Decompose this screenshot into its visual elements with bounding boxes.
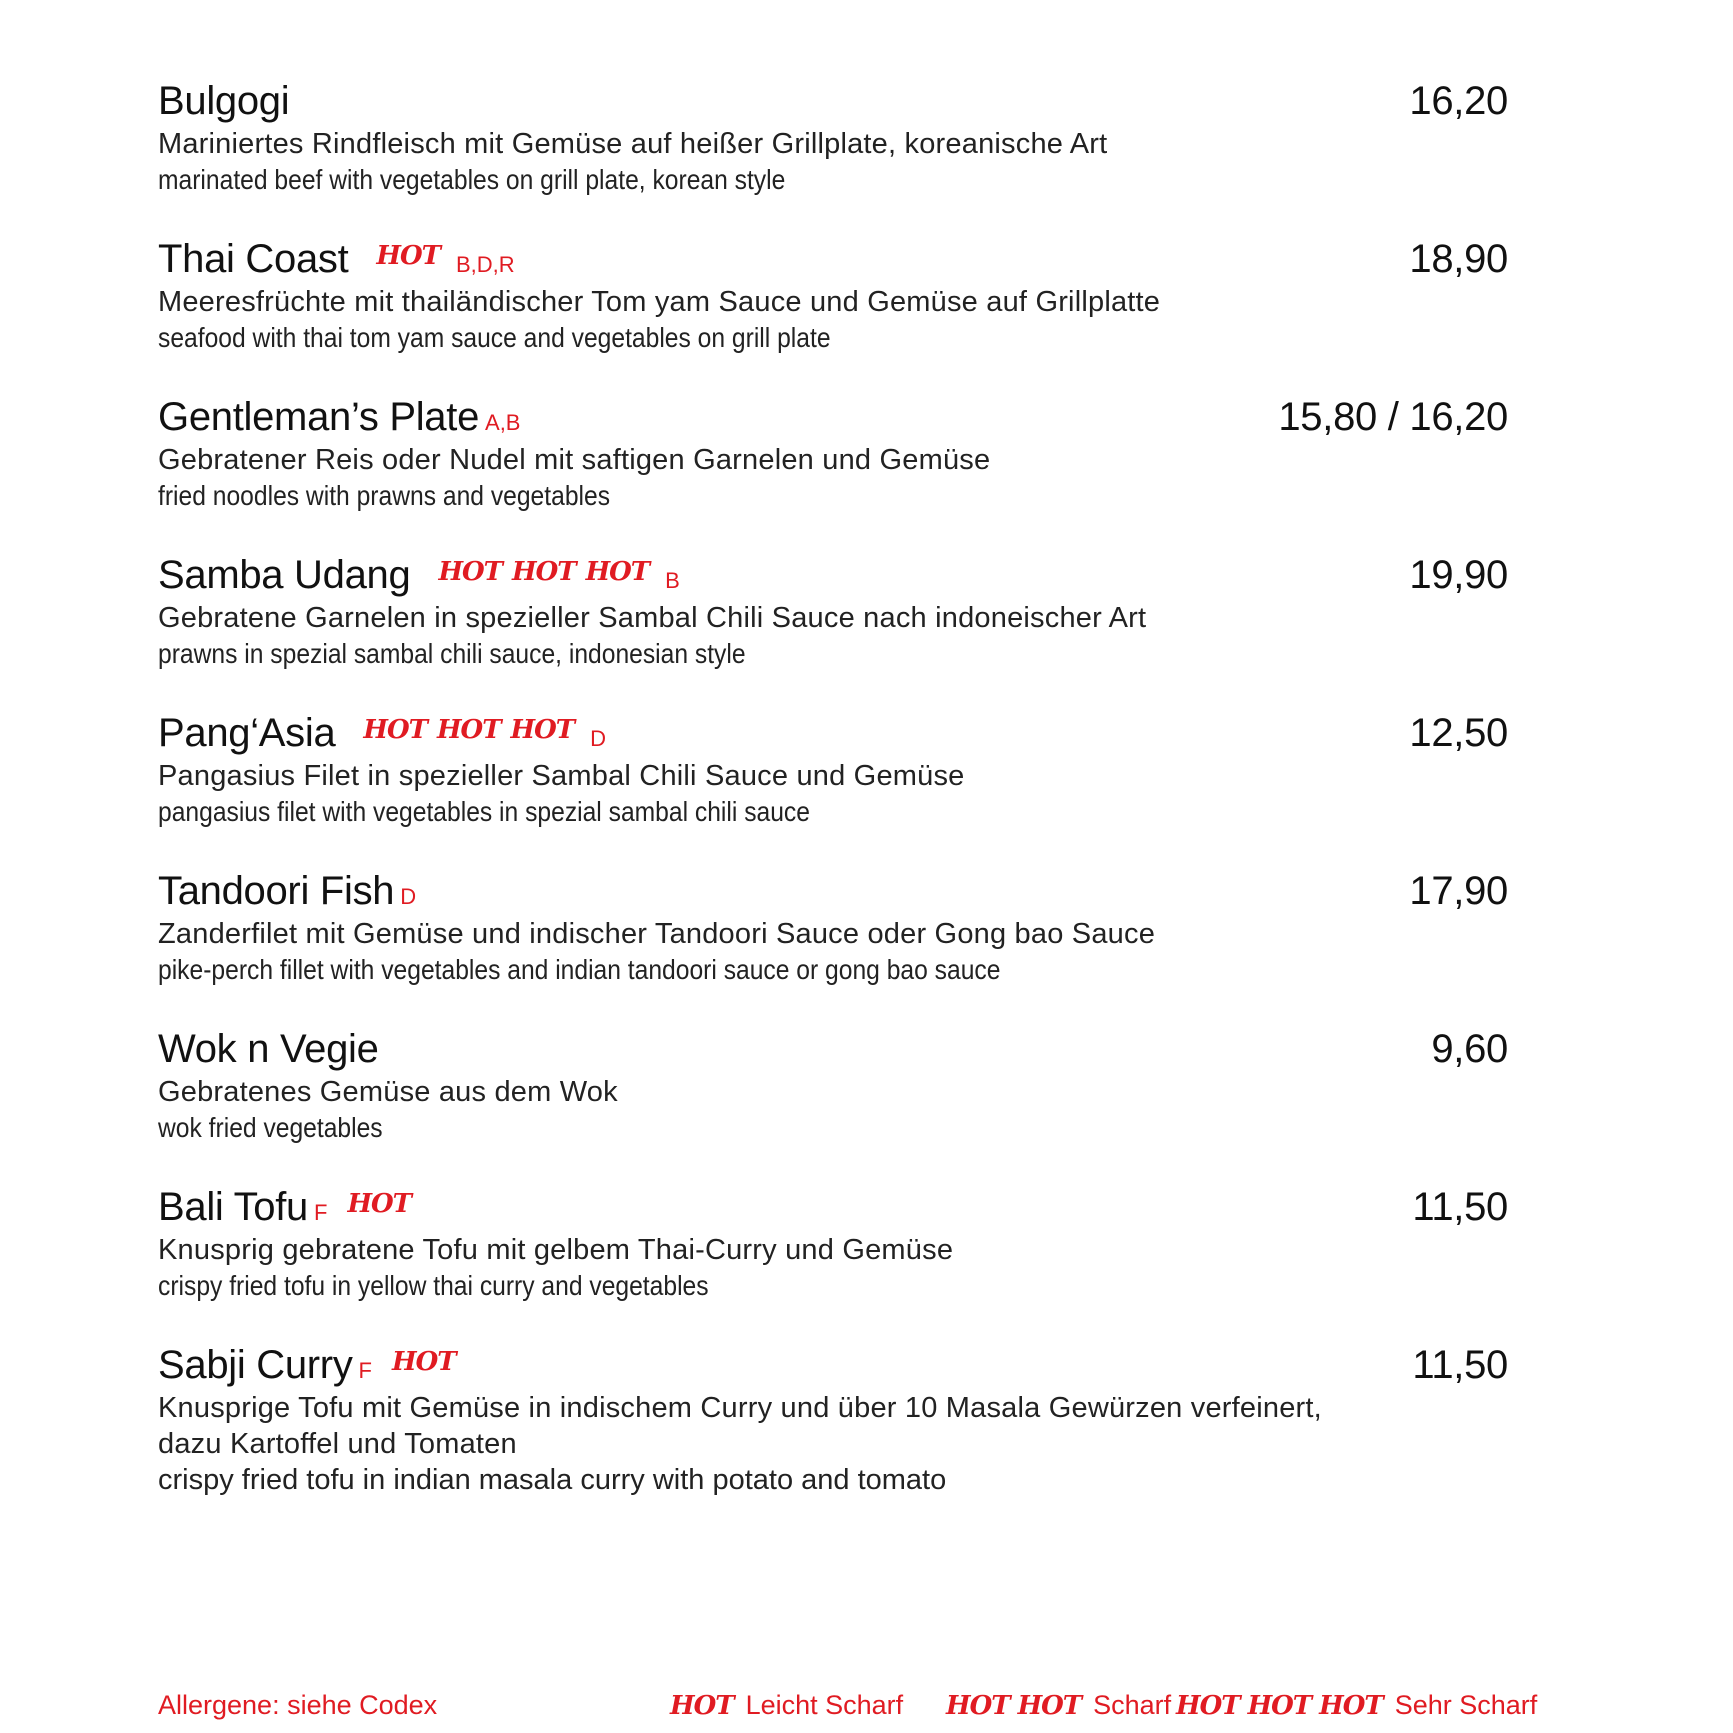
spicy-hot-icon: HOT HOT HOT	[1176, 1690, 1383, 1721]
allergen-codes: F	[314, 1200, 328, 1225]
item-price: 19,90	[1409, 553, 1508, 597]
allergen-codes: F	[358, 1358, 372, 1383]
item-price: 17,90	[1409, 869, 1508, 913]
legend-mild-label: Leicht Scharf	[745, 1690, 904, 1720]
item-name: Thai Coast	[158, 237, 349, 281]
allergen-codes: B	[665, 568, 680, 593]
legend-medium-label: Scharf	[1093, 1690, 1172, 1720]
item-name: Bali Tofu	[158, 1185, 308, 1229]
menu-item-pangasia	[158, 708, 1508, 866]
item-name: Pang‘Asia	[158, 711, 336, 755]
item-description-en: seafood with thai tom yam sauce and vegetables on grill plate	[158, 322, 831, 353]
item-description-en: pike-perch fillet with vegetables and indian tandoori sauce or gong bao sauce	[158, 954, 1001, 985]
menu-item-sabji-curry	[158, 1340, 1508, 1530]
allergen-codes: D	[590, 726, 606, 751]
allergen-codes: B,D,R	[455, 252, 515, 277]
item-description-de-continued: dazu Kartoffel und Tomaten	[158, 1428, 517, 1460]
item-price: 15,80 / 16,20	[1278, 395, 1508, 439]
item-name: Samba Udang	[158, 553, 411, 597]
item-price: 11,50	[1412, 1343, 1508, 1387]
item-description-en: prawns in spezial sambal chili sauce, indonesian style	[158, 638, 746, 669]
item-description-de: Zanderfilet mit Gemüse und indischer Tandoori Sauce oder Gong bao Sauce	[158, 918, 1156, 950]
menu-item-thai-coast	[158, 234, 1508, 392]
menu-item-gentlemans-plate	[158, 392, 1508, 550]
item-description-en: marinated beef with vegetables on grill plate, korean style	[158, 164, 786, 195]
spicy-hot-icon: HOT HOT HOT	[363, 715, 575, 745]
menu-list	[158, 76, 1508, 1530]
item-price: 11,50	[1412, 1185, 1508, 1229]
menu-item-samba-udang	[158, 550, 1508, 708]
legend-hot	[1176, 1690, 1537, 1721]
spicy-hot-icon: HOT	[670, 1690, 734, 1721]
allergen-codes: D	[400, 884, 417, 909]
item-price: 9,60	[1431, 1027, 1508, 1071]
item-description-de: Knusprige Tofu mit Gemüse in indischem Curry und über 10 Masala Gewürzen verfeinert,	[158, 1392, 1322, 1424]
item-price: 16,20	[1409, 79, 1508, 123]
menu-item-tandoori-fish	[158, 866, 1508, 1024]
legend-hot-label: Sehr Scharf	[1394, 1690, 1538, 1720]
allergen-codex-note: Allergene: siehe Codex	[158, 1690, 438, 1720]
item-name: Tandoori Fish	[158, 869, 395, 913]
item-price: 12,50	[1409, 711, 1508, 755]
item-price: 18,90	[1409, 237, 1508, 281]
item-description-de: Knusprig gebratene Tofu mit gelbem Thai-Curry und Gemüse	[158, 1234, 954, 1266]
menu-item-bulgogi	[158, 76, 1508, 234]
item-description-de: Gebratenes Gemüse aus dem Wok	[158, 1076, 618, 1108]
spicy-hot-icon: HOT HOT	[946, 1690, 1082, 1721]
item-description-en: crispy fried tofu in indian masala curry with potato and tomato	[158, 1464, 947, 1496]
item-description-en: pangasius filet with vegetables in spezial sambal chili sauce	[158, 796, 810, 827]
item-name: Sabji Curry	[158, 1343, 353, 1387]
spicy-hot-icon: HOT	[347, 1189, 412, 1219]
item-name: Bulgogi	[158, 79, 290, 123]
spicy-hot-icon: HOT	[376, 241, 440, 271]
legend-medium	[946, 1690, 1171, 1721]
item-description-en: fried noodles with prawns and vegetables	[158, 480, 611, 511]
spicy-hot-icon: HOT	[392, 1347, 456, 1377]
item-description-en: wok fried vegetables	[158, 1112, 383, 1143]
item-description-en: crispy fried tofu in yellow thai curry and vegetables	[158, 1270, 709, 1301]
item-name: Gentleman’s Plate	[158, 395, 480, 439]
spicy-hot-icon: HOT HOT HOT	[438, 557, 650, 587]
item-name: Wok n Vegie	[158, 1027, 379, 1071]
allergen-codes: A,B	[485, 410, 521, 435]
legend-mild	[670, 1690, 903, 1721]
item-description-de: Gebratene Garnelen in spezieller Sambal Chili Sauce nach indoneischer Art	[158, 602, 1147, 634]
menu-item-bali-tofu	[158, 1182, 1508, 1340]
item-description-de: Mariniertes Rindfleisch mit Gemüse auf heißer Grillplate, koreanische Art	[158, 128, 1108, 160]
item-description-de: Gebratener Reis oder Nudel mit saftigen Garnelen und Gemüse	[158, 444, 991, 476]
menu-item-wok-n-vegie	[158, 1024, 1508, 1182]
item-description-de: Pangasius Filet in spezieller Sambal Chili Sauce und Gemüse	[158, 760, 965, 792]
menu-footer	[158, 1690, 1538, 1730]
item-description-de: Meeresfrüchte mit thailändischer Tom yam Sauce und Gemüse auf Grillplatte	[158, 286, 1161, 318]
